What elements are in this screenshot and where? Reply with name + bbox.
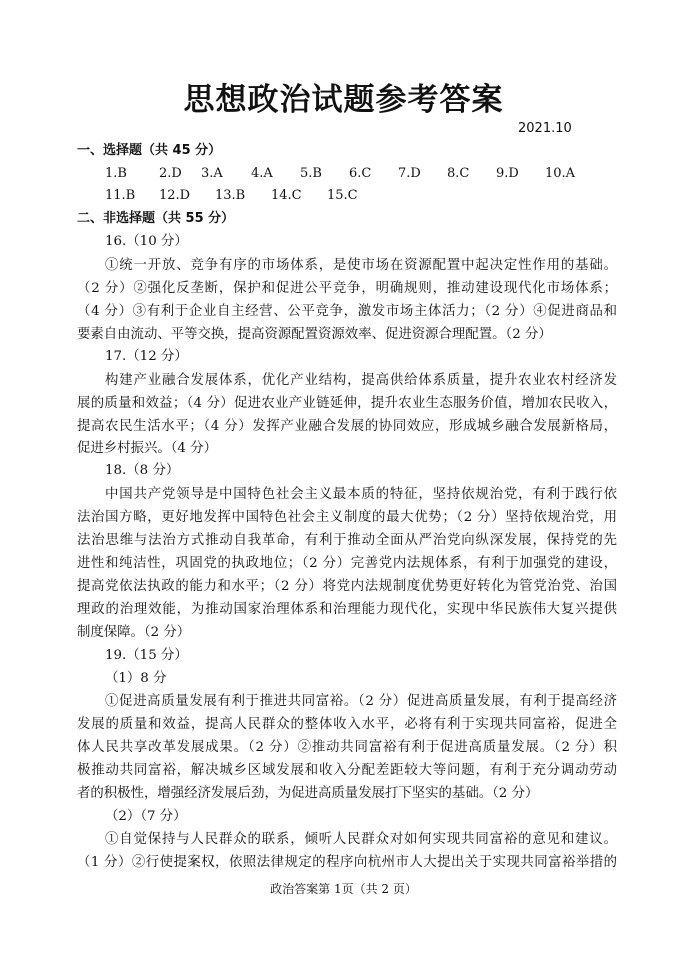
choice-answer: 3.A (201, 166, 223, 181)
answer-line: 促进乡村振兴。（4 分） (77, 441, 217, 456)
answer-line: （2 分）②强化反垄断，保护和促进公平竞争，明确规则，推动建设现代化市场体系； (77, 281, 617, 296)
answer-line: 中国共产党领导是中国特色社会主义最本质的特征，坚持依规治党，有利于践行依 (105, 487, 617, 502)
choice-answer: 12.D (159, 188, 191, 203)
choice-answer: 15.C (327, 188, 358, 203)
answer-line: ①自觉保持与人民群众的联系，倾听人民群众对如何实现共同富裕的意见和建议。 (105, 832, 617, 847)
question-number: 16.（10 分） (105, 234, 188, 249)
answer-line: 构建产业融合发展体系，优化产业结构，提高供给体系质量，提升农业农村经济发 (105, 373, 617, 388)
answer-line: 要素自由流动、平等交换，提高资源配置资源效率、促进资源合理配置。（2 分） (77, 327, 552, 342)
question-number: 17.（12 分） (105, 349, 188, 364)
answer-line: 理政的治理效能，为推动国家治理体系和治理能力现代化，实现中华民族伟大复兴提供 (77, 602, 617, 617)
section-heading-nonchoice: 二、非选择题（共 55 分） (77, 211, 235, 226)
answer-line: 制度保障。（2 分） (77, 625, 191, 640)
answer-line: 极推动共同富裕，解决城乡区域发展和收入分配差距较大等问题，有利于充分调动劳动 (77, 763, 617, 778)
section-heading-choice: 一、选择题（共 45 分） (77, 143, 222, 158)
answer-line: ①促进高质量发展有利于推进共同富裕。（2 分）促进高质量发展，有利于提高经济 (105, 694, 617, 709)
choice-answer: 6.C (349, 166, 372, 181)
answer-line: 法治思维与法治方式推动自我革命，有利于推动全面从严治党向纵深发展，保持党的先 (77, 533, 617, 548)
answer-line: 提高党依法执政的能力和水平；（2 分）将党内法规制度优势更好转化为管党治党、治国 (77, 579, 617, 594)
choice-answer: 8.C (447, 166, 470, 181)
answer-line: 法治国方略，更好地发挥中国特色社会主义制度的最大优势；（2 分）坚持依规治党，用 (77, 510, 617, 525)
page-title: 思想政治试题参考答案 (183, 82, 504, 118)
sub-question-label: （1）8 分 (105, 671, 167, 686)
answer-line: 者的积极性，增强经济发展后劲，为促进高质量发展打下坚实的基础。（2 分） (77, 786, 539, 801)
choice-answer: 5.B (300, 166, 322, 181)
choice-answer: 11.B (105, 188, 136, 203)
choice-answer: 13.B (215, 188, 246, 203)
choice-answer: 14.C (271, 188, 302, 203)
answer-line: ①统一开放、竞争有序的市场体系，是使市场在资源配置中起决定性作用的基础。 (105, 258, 617, 273)
choice-answer: 7.D (398, 166, 421, 181)
choice-answer: 9.D (496, 166, 519, 181)
question-number: 18.（8 分） (105, 463, 180, 478)
answer-line: 发展的质量和效益，提高人民群众的整体收入水平，必将有利于实现共同富裕，促进全 (77, 717, 617, 732)
choice-answer: 4.A (251, 166, 273, 181)
question-number: 19.（15 分） (105, 648, 188, 663)
page-footer: 政治答案第 1页（共 2 页） (270, 882, 417, 896)
exam-date: 2021.10 (518, 121, 572, 136)
answer-line: （4 分）③有利于企业自主经营、公平竞争，激发市场主体活力；（2 分）④促进商品和 (77, 304, 617, 319)
answer-line: 体人民共享改革发展成果。（2 分）②推动共同富裕有利于促进高质量发展。（2 分）积 (77, 740, 617, 755)
answer-line: （1 分）②行使提案权，依照法律规定的程序向杭州市人大提出关于实现共同富裕举措的 (77, 855, 617, 870)
sub-question-label: （2）（7 分） (105, 809, 187, 824)
choice-answer: 1.B (105, 166, 127, 181)
answer-line: 提高农民生活水平；（4 分）发挥产业融合发展的协同效应，形成城乡融合发展新格局， (77, 419, 617, 434)
answer-line: 展的质量和效益；（4 分）促进农业产业链延伸，提升农业生态服务价值，增加农民收入， (77, 396, 617, 411)
answer-line: 进性和纯洁性，巩固党的执政地位；（2 分）完善党内法规体系，有利于加强党的建设， (77, 556, 617, 571)
choice-answer: 10.A (545, 166, 576, 181)
choice-answer: 2.D (159, 166, 182, 181)
